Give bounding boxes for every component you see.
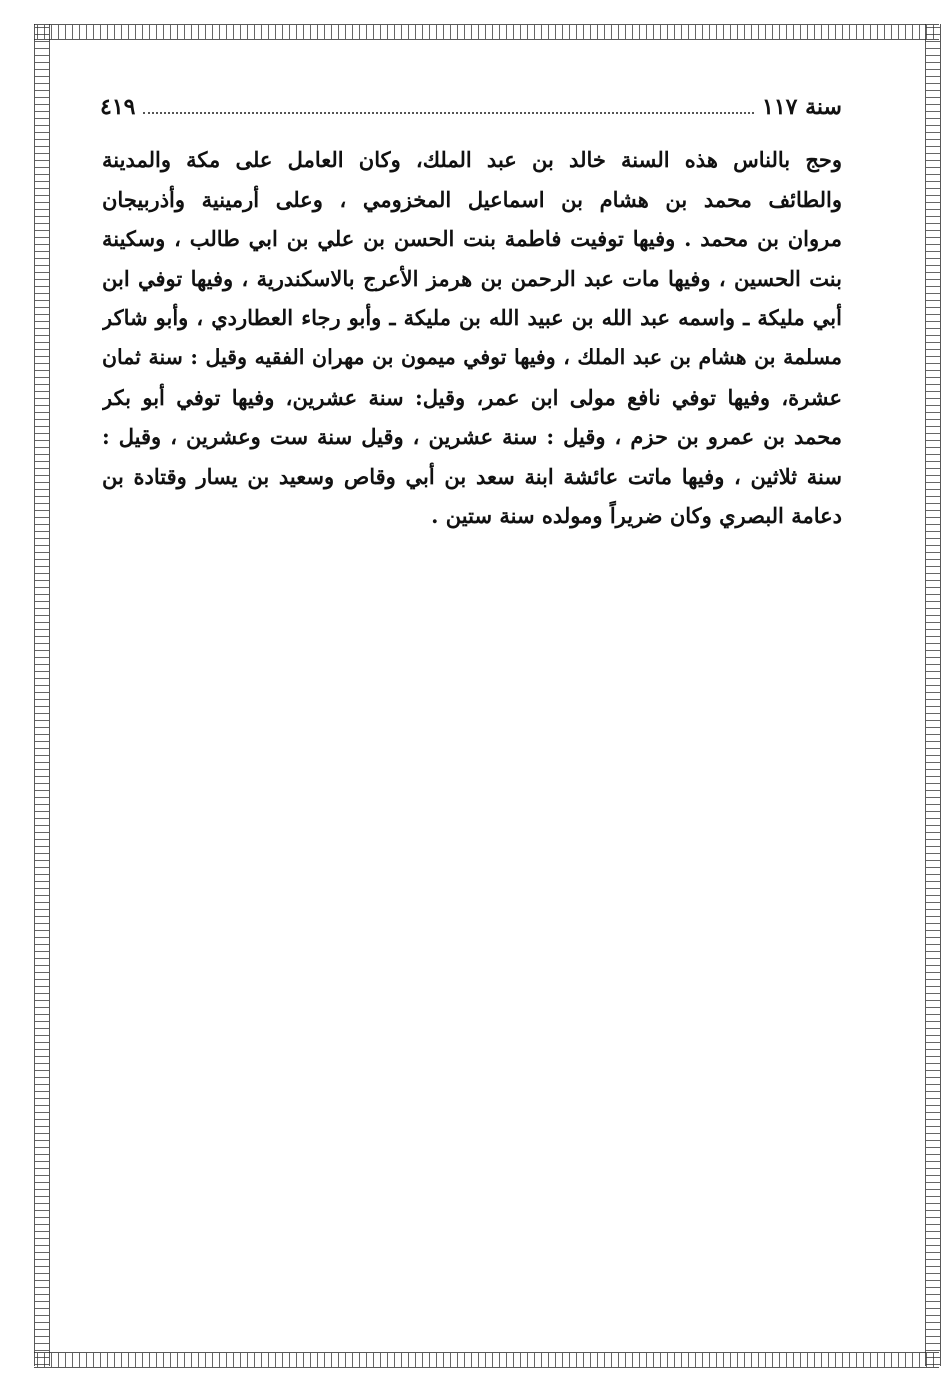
text-line: دعامة البصري وكان ضريراً ومولده سنة ستين . — [431, 503, 842, 529]
text-line: محمد بن عمرو بن حزم ، وقيل : سنة عشرين ، وقيل سنة ست وعشرين ، وقيل : — [102, 424, 842, 450]
decorative-border-left — [34, 24, 50, 1366]
running-header-title: سنة ١١٧ — [762, 94, 842, 120]
text-line: وحج بالناس هذه السنة خالد بن عبد الملك، وكان العامل على مكة والمدينة — [102, 147, 842, 172]
text-line: سنة ثلاثين ، وفيها ماتت عائشة ابنة سعد بن أبي وقاص وسعيد بن يسار وقتادة بن — [102, 463, 842, 489]
decorative-border-right — [925, 24, 941, 1366]
text-line: بنت الحسين ، وفيها مات عبد الرحمن بن هرمز الأعرج بالاسكندرية ، وفيها توفي ابن — [102, 265, 842, 291]
running-header — [100, 86, 842, 120]
text-line: مسلمة بن هشام بن عبد الملك ، وفيها توفي ميمون بن مهران الفقيه وقيل : سنة ثمان — [102, 344, 842, 369]
decorative-border-bottom — [34, 1352, 939, 1368]
text-line: عشرة، وفيها توفي نافع مولى ابن عمر، وقيل: سنة عشرين، وفيها توفي أبو بكر — [102, 384, 842, 410]
text-line: مروان بن محمد . وفيها توفيت فاطمة بنت الحسن بن علي بن ابي طالب ، وسكينة — [102, 226, 842, 252]
header-dotted-leader — [143, 111, 754, 114]
text-line: والطائف محمد بن هشام بن اسماعيل المخزومي ، وعلى أرمينية وأذربيجان — [102, 186, 842, 212]
decorative-border-top — [34, 24, 939, 40]
body-text — [102, 140, 842, 536]
text-line: أبي مليكة ـ واسمه عبد الله بن عبيد الله بن مليكة ـ وأبو رجاء العطاردي ، وأبو شاكر — [102, 305, 842, 331]
page-number: ٤١٩ — [100, 94, 136, 120]
